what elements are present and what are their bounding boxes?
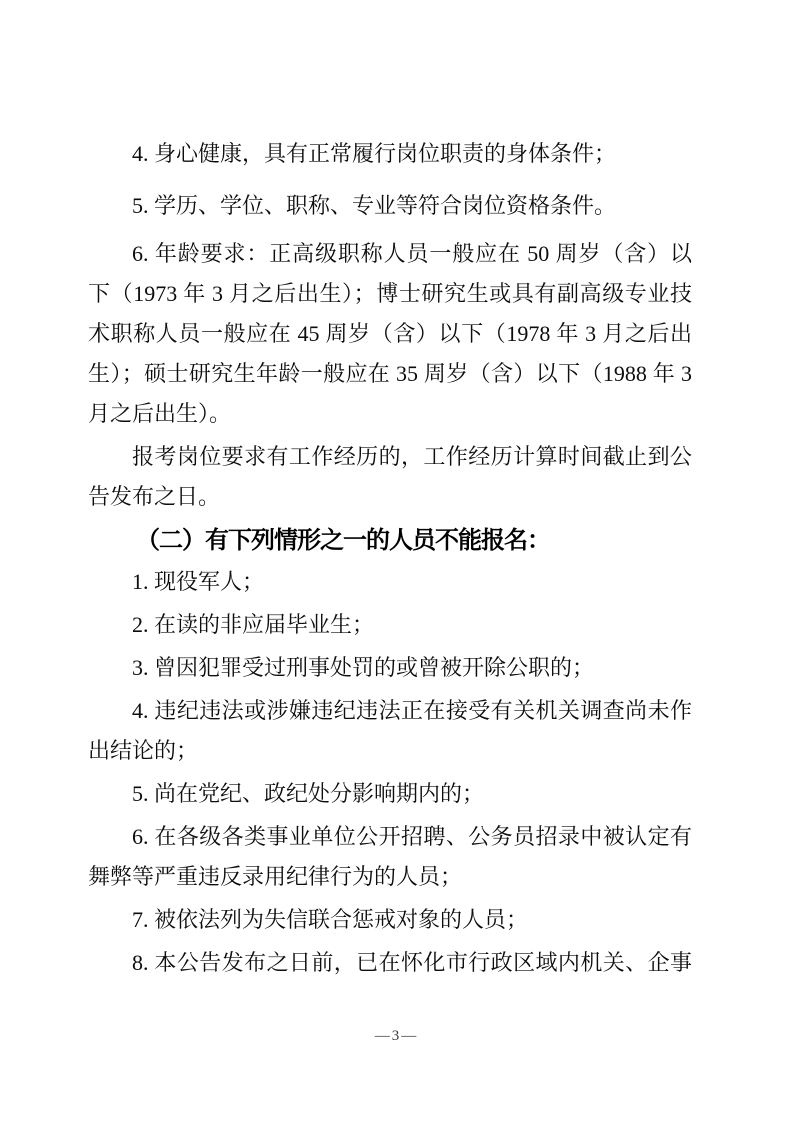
page-number: —3—: [374, 1028, 419, 1044]
ineligible-item-2: 2. 在读的非应届毕业生；: [132, 612, 375, 637]
ineligible-item-5: 5. 尚在党纪、政纪处分影响期内的；: [132, 781, 485, 806]
ineligible-item-1: 1. 现役军人；: [132, 569, 265, 594]
page-footer: [0, 1026, 793, 1046]
document-body: [88, 134, 692, 986]
ineligible-item-8-truncated: 8. 本公告发布之日前，已在怀化市行政区域内机关、企事: [132, 950, 692, 975]
requirement-clause-5: 5. 学历、学位、职称、专业等符合岗位资格条件。: [132, 193, 617, 218]
work-experience-note: 报考岗位要求有工作经历的，工作经历计算时间截止到公告发布之日。: [88, 444, 692, 509]
requirement-clause-4: 4. 身心健康，具有正常履行岗位职责的身体条件；: [132, 141, 617, 166]
ineligible-item-6: 6. 在各级各类事业单位公开招聘、公务员招录中被认定有舞弊等严重违反录用纪律行为的人员；: [88, 824, 692, 889]
section-2-heading: （二）有下列情形之一的人员不能报名：: [136, 527, 550, 554]
ineligible-item-4: 4. 违纪违法或涉嫌违纪违法正在接受有关机关调查尚未作出结论的；: [88, 698, 692, 763]
ineligible-item-3: 3. 曾因犯罪受过刑事处罚的或曾被开除公职的；: [132, 655, 595, 680]
ineligible-item-7: 7. 被依法列为失信联合惩戒对象的人员；: [132, 907, 529, 932]
requirement-clause-6-age: 6. 年龄要求：正高级职称人员一般应在 50 周岁（含）以下（1973 年 3 月之后出生）；博士研究生或具有副高级专业技术职称人员一般应在 45 周岁（含）以下（1978 年 3 月之后出生）；硕士研究生年龄一般应在 35 周岁（含）以下（1988 年 3 月之后出生）。: [88, 241, 692, 426]
